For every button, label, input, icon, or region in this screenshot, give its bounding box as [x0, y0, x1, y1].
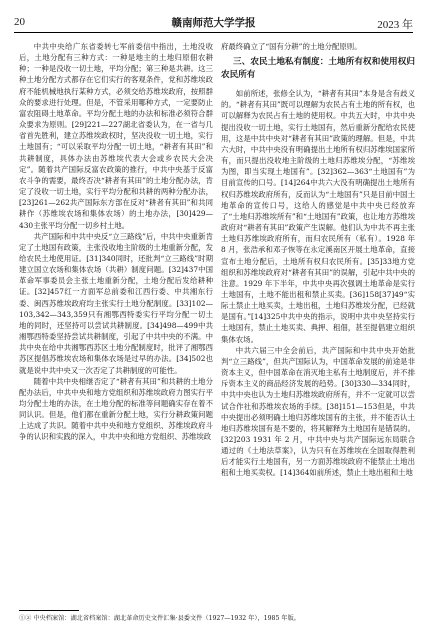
page-number: 20	[14, 16, 25, 28]
running-header	[0, 0, 427, 34]
right-column	[221, 41, 415, 479]
footnote: ①② 中央档案馆：湖北省档案馆：湖北革命历史文件汇集·县委文件（1927—1932 年），1985 年版。	[19, 615, 300, 622]
header-divider	[14, 32, 413, 33]
section-heading: 三、农民土地私有制度：土地所有权和使用权归农民所有	[221, 57, 415, 81]
body-paragraph: 中共中央给广东省委转七军前委信中指出，土地没收后，土地分配有三种方式：一种是地主的土地归原佃农耕种；一种是没收一切土地，平均分配；第三种是共耕。这三种土地分配方式都存在它们实行的客观条件，党和苏维埃政府不能机械地执行某种方式，必须交给苏维埃政府，按照群众的要求进行处理。但是，不管采用哪种方式，一定要防止富农阻碍土地革命。平均分配土地的办法和标准必须符合群众要求为原则。[29]221—227湖北省委认为，在一省与几省首先胜利，建立苏维埃政权时，坚决没收一切土地，实行土地国有；“可以采取平均分配一切土地，“耕者有其田”和共耕制度，具体办法由苏维埃代表大会或乡农民大会决定”。随着共产国际反富农政策的推行，中共中央基于反富农斗争的需要，最终否决“耕者有其田”的土地分配办法，肯定了没收一切土地，实行平均分配和共耕的两种分配办法，[23]261—262共产国际东方部在反对“耕者有其田”和共同耕作（苏维埃农场和集体农场）的土地办法，[30]429—430主张平均分配一切乡村土地。	[19, 42, 213, 230]
left-column	[19, 41, 213, 443]
body-paragraph: 中共六届三中全会前后，共产国际和中共中央开始批判“立三路线”，但共产国际认为，中国革命发展的前途是非资本主义，但中国革命在消灭地主私有土地制度后，并不排斥资本主义的商品经济发展的趋势。[30]330—334同时，中共中央也认为土地归苏维埃政府所有，并不一定就可以尝试合作社和苏维埃农场的手续。[38]151—153但是，中共中央提出必须明确土地归苏维埃国有的主张，并不能否认土地归苏维埃国有是不要的，将其解释为土地国有是错误的。[32]203 1931 年 2 月，中共中央与共产国际远东局联合通过的《土地法草案》，认为只有在苏维埃在全国取得胜利后才能实行土地国有，另一方面苏维埃政府不能禁止土地出租和土地买卖权。[14]364如前所述，禁止土地出租和土地	[221, 345, 415, 478]
footnote-divider	[19, 610, 79, 611]
body-paragraph: 共产国际和中共中央反“立三路线”后，中共中央重新肯定了土地国有政策，主张没收地主阶级的土地重新分配，发给农民土地使用证。[31]340同时，还批判“立三路线”时期建立国立农场和集体农场（共耕）制度问题。[32]437中国革命军事委员会主张土地重新分配，土地分配后发给耕种证。[32]457红一方面军总前委和江西行委、中共湘东行委、闽西苏维埃政府均主张实行土地分配制度。[33]102—103,342—343,359只有湘鄂西特委实行平均分配一切土地的同时，还坚持可以尝试共耕制度。[34]498—499中共湘鄂西特委坚持尝试共耕制度，引起了中共中央的不满。中共中央在给中共湘鄂西苏区土地分配制度时，批评了湘鄂西苏区提倡苏维埃农场和集体农场是过早的办法。[34]502也就是说中共中央又一次否定了共耕制度的可能性。	[19, 231, 213, 375]
journal-title: 赣南师范大学学报	[171, 17, 256, 29]
body-paragraph: 府最终确立了“国有分耕”的土地分配原则。	[221, 42, 362, 51]
body-paragraph: 如前所述，张修全认为，“耕者有其田”本身是含有歧义的。“耕者有其田”既可以理解为农民占有土地的所有权，也可以解释为农民占有土地的使用权。中共五大时，中共中央提出没收一切土地，实行土地国有，然后重新分配给农民使用，这是中共中央对“耕者有其田”政策的理解。但是，中共六大时，中共中央没有明确提出土地所有权归苏维埃国家所有，而只提出没收地主阶级的土地归苏维埃分配，“苏维埃为图，即当实现土地国有”。[32]362—363“土地国有”为目前宣传的口号。[14]264中共六大没有明确提出土地所有权归苏维埃政府所有，反而认为“土地国有”只是目前中国土地革命的宣传口号，这给人的感觉是中共中央已经放弃了“土地归苏维埃所有”和“土地国有”政策，也让地方苏维埃政府对“耕者有其田”政策产生误解。他们认为中共不再主张土地归苏维埃政府所有，而归农民所有（私有）。1928 年 8 月，张浩承和邓子恢等在永定溪南区开展土地革命，直接宣布土地分配后，土地所有权归农民所有。[35]33地方党组织和苏维埃政府对“耕者有其田”的误解，引起中共中央的注意。1929 年下半年，中共中央再次强调土地革命是实行土地国有，土地不能出租和禁止买卖。[36]158[37]49“实际土禁止土地买卖，土地出租，土地归苏维埃分配，已经就是国有。”[14]325中共中央的指示，说明中共中央坚持实行土地国有，禁止土地买卖、典押、租佃，甚至提倡建立组织集体农场。	[221, 89, 415, 344]
publication-year: 2023 年	[377, 19, 413, 31]
body-paragraph: 随着中共中央相继否定了“耕者有其田”和共耕的土地分配办法后，中共中央和地方党组织和苏维埃政府力图实行平均分配土地的办法，在土地分配的标准等问题确实存在着不同认识。但是，他们都在重新分配土地，实行分耕政策问题上达成了共识。随着中共中央和地方党组织、苏维埃政府斗争的认识和实践的深入，中共中央和地方党组织、苏维埃政	[19, 376, 213, 442]
